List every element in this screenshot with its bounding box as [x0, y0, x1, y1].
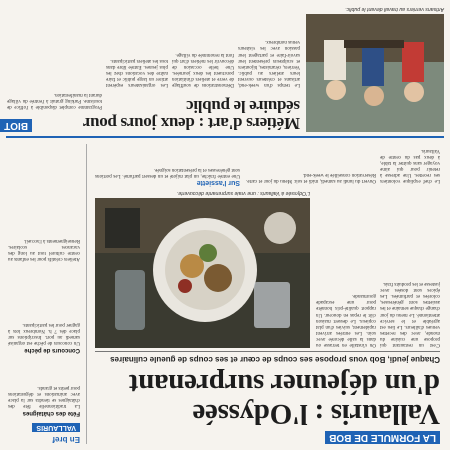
top-article-column-1: C'est un restaurant qui propose une cuisine du monde, avec des recettes venues d'ailleurs. Le lieu est agréable et le service attentionné. Le menu du jour change chaque semaine et les assiettes sont généreuses, colorées et parfumées. Les épices sont dosées avec justesse et les produits frais. [380, 281, 440, 348]
sur-assiette-box [95, 149, 240, 186]
sur-assiette-text: Une entrée fraîche, un plat mijoté et un dessert parfumé. Les portions sont généreuses et la présentation soignée. [95, 166, 240, 179]
biot-headline: Métiers d'art : deux jours pour séduire le public [83, 96, 300, 133]
section-divider [6, 136, 444, 138]
briefs-list [8, 192, 80, 418]
top-article-column-2: On s'installe en terrasse ou dans la salle décorée avec soin. Les entrées arrivent rapidement, suivies d'un plat copieux. Le dessert maison clôt le repas en douceur. Un rapport qualité-prix honnête pour une escapade gourmande. [316, 293, 376, 348]
divider [95, 351, 440, 352]
section-tag-formule: LA FORMULE DE BOB [325, 431, 440, 444]
food-photo-caption: L'Odyssée à Vallauris : une vraie surprenante découverte. [176, 190, 310, 196]
column-divider [86, 144, 87, 444]
brief-2-text: Un concours de pêche est organisé samedi au port. Inscriptions sur place dès 7 h. Nombreux lots à gagner pour les participants. [8, 321, 80, 346]
biot-column-1: Le temps d'un week-end, artisans et créateurs ouvrent leurs ateliers au public. Verriers, céramistes, bijoutiers et sculpteurs présentent leur savoir-faire et partagent leur passion avec les visiteurs venus nombreux. [238, 39, 300, 88]
top-headline-line2: d'un déjeuner surprenant [129, 368, 440, 400]
artisans-photo-caption: Artisans verriers au travail devant le public. [345, 6, 444, 12]
top-article-info: Ouvert du lundi au samedi, midi et soir. Menu du jour et carte. Réservation conseillée le week-end. [246, 171, 376, 184]
biot-column-3: Les organisateurs espèrent attirer un large public et faire naître des vocations chez les plus jeunes. Entrée libre dans tous les ateliers participants. [106, 57, 168, 88]
sur-assiette-title: Sur l'assiette [196, 179, 240, 186]
biot-column-4: Programme complet disponible à l'office de tourisme. Parking gratuit à l'entrée du village durant la manifestation. [7, 91, 102, 110]
top-article-column-3: Le chef explique volontiers ses recettes. Une adresse à retenir pour qui aime voyager sans quitter la table, à deux pas du centre de Vallauris. [380, 147, 440, 184]
food-photo [95, 198, 310, 348]
brief-2-title: Concours de pêche [24, 347, 80, 353]
brief-1-text: La traditionnelle fête des châtaignes se tiendra sur la place avec animations et dégustations pour petits et grands. [8, 384, 80, 409]
top-subtitle: Chaque jeudi, Bob vous propose ses coups de cœur et ses coups de gueule culinaires [110, 355, 440, 364]
artisans-photo [306, 14, 444, 132]
briefs-title: En bref [52, 435, 80, 444]
biot-column-2: Démonstrations de soufflage de verre et ateliers d'initiation ponctuent les deux journées. Une belle occasion de découvrir les métiers d'art qui font la renommée du village. [172, 51, 234, 88]
section-tag-biot: BIOT [0, 119, 32, 132]
top-headline-line1: Vallauris : l'Odyssée [192, 398, 440, 430]
briefs-tag: VALLAURIS [32, 423, 80, 432]
brief-1-title: Fête des châtaignes [22, 410, 80, 416]
brief-3-text: Ateliers créatifs pour les enfants au centre culturel tout au long des vacances scolaires. Renseignements à l'accueil. [8, 237, 80, 262]
